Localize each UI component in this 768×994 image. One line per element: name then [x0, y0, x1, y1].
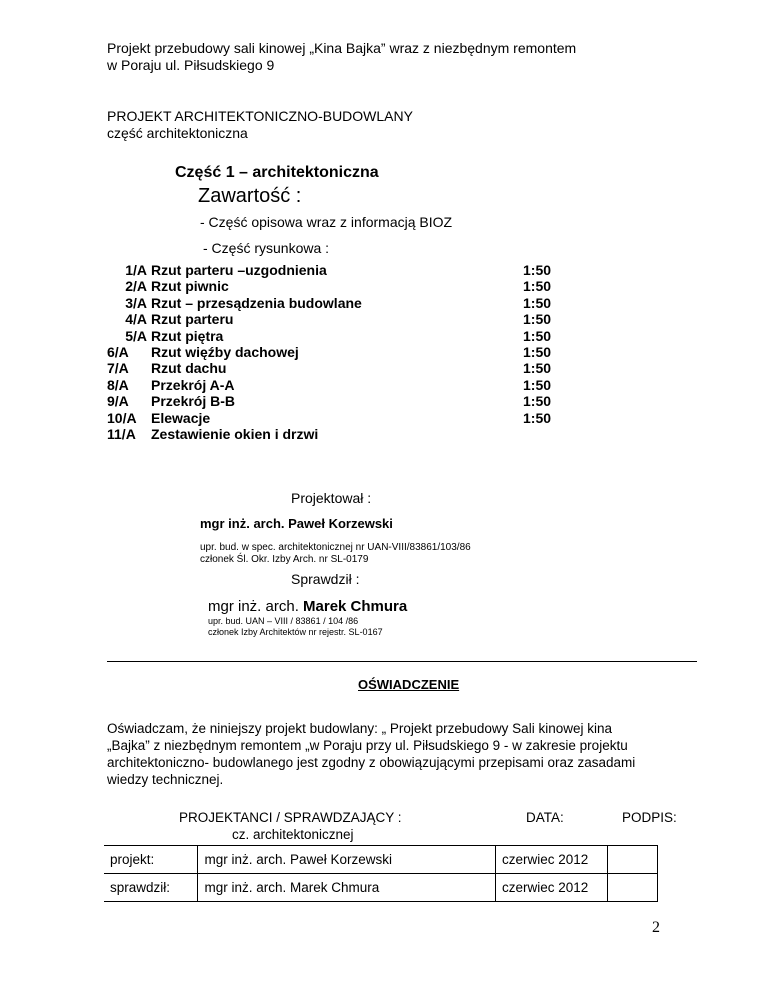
drawing-row: [107, 262, 587, 278]
contents-item-drawings: - Część rysunkowa :: [203, 240, 330, 256]
drawing-scale: 1:50: [523, 360, 552, 377]
declaration-line-3: architektoniczno- budowlanego jest zgodny z obowiązującymi przepisami oraz zasadami: [107, 755, 636, 770]
designed-by-detail-1: upr. bud. w spec. architektonicznej nr UAN-VIII/83861/103/86: [200, 542, 471, 553]
signature-name: mgr inż. arch. Paweł Korzewski: [198, 846, 496, 874]
drawing-code: 5/A: [125, 327, 147, 344]
drawing-title: Przekrój A-A: [151, 376, 235, 393]
drawing-row: [107, 328, 587, 344]
signatures-header-role: PROJEKTANCI / SPRAWDZAJĄCY :: [179, 810, 402, 825]
drawing-title: Zestawienie okien i drzwi: [151, 425, 319, 442]
declaration-line-4: wiedzy technicznej.: [107, 772, 224, 787]
divider: [107, 661, 697, 662]
drawing-scale: 1:50: [523, 311, 552, 328]
drawing-scale: 1:50: [523, 294, 552, 311]
drawing-row: [107, 377, 587, 393]
contents-title: Zawartość :: [198, 185, 302, 207]
signature-cell: [607, 874, 657, 902]
drawing-row: [107, 410, 587, 426]
declaration-line-2: „Bajka” z niezbędnym remontem „w Poraju przy ul. Piłsudskiego 9 - w zakresie projektu: [107, 738, 628, 753]
drawing-title: Rzut więźby dachowej: [151, 343, 299, 360]
designed-by-label: Projektował :: [291, 490, 372, 506]
drawing-title: Rzut parteru –uzgodnienia: [151, 262, 327, 278]
drawing-row: [107, 344, 587, 360]
project-type-line-2: część architektoniczna: [107, 125, 248, 141]
checked-by-detail-2: członek Izby Architektów nr rejestr. SL-0167: [208, 627, 383, 637]
drawing-row: [107, 426, 587, 442]
drawing-title: Rzut piwnic: [151, 278, 229, 295]
signature-role: sprawdził:: [104, 874, 198, 902]
drawing-code: 6/A: [107, 343, 129, 360]
signature-name: mgr inż. arch. Marek Chmura: [198, 874, 496, 902]
signatures-header-sign: PODPIS:: [622, 810, 677, 825]
drawing-list: [107, 262, 587, 442]
drawing-row: [107, 393, 587, 409]
contents-item-descriptive: - Część opisowa wraz z informacją BIOZ: [200, 214, 453, 230]
drawing-row: [107, 295, 587, 311]
drawing-title: Rzut – przesądzenia budowlane: [151, 294, 362, 311]
drawing-scale: 1:50: [523, 278, 552, 295]
signatures-header-date: DATA:: [526, 810, 564, 825]
checked-by-label: Sprawdził :: [291, 571, 360, 587]
checked-by-name-prefix: mgr inż. arch.: [208, 598, 304, 615]
drawing-code: 11/A: [107, 425, 136, 442]
designed-by-name: mgr inż. arch. Paweł Korzewski: [200, 516, 393, 531]
section-title: Część 1 – architektoniczna: [175, 164, 379, 181]
signature-cell: [607, 846, 657, 874]
signatures-table: [104, 845, 658, 902]
drawing-code: 4/A: [125, 311, 147, 328]
signature-role: projekt:: [104, 846, 198, 874]
drawing-row: [107, 360, 587, 376]
signatures-header-role-sub: cz. architektonicznej: [232, 827, 354, 842]
project-type-line-1: PROJEKT ARCHITEKTONICZNO-BUDOWLANY: [107, 108, 413, 124]
checked-by-name-bold: Marek Chmura: [303, 598, 408, 615]
designed-by-detail-2: członek Śl. Okr. Izby Arch. nr SL-0179: [200, 554, 369, 565]
header-line-2: w Poraju ul. Piłsudskiego 9: [107, 57, 275, 73]
drawing-title: Rzut piętra: [151, 327, 224, 344]
drawing-scale: 1:50: [523, 343, 552, 360]
drawing-code: 2/A: [125, 278, 147, 295]
checked-by-detail-1: upr. bud. UAN – VIII / 83861 / 104 /86: [208, 616, 359, 626]
drawing-title: Rzut dachu: [151, 360, 227, 377]
drawing-title: Rzut parteru: [151, 311, 234, 328]
drawing-code: 9/A: [107, 393, 129, 410]
drawing-title: Elewacje: [151, 409, 211, 426]
signature-date: czerwiec 2012: [496, 874, 608, 902]
drawing-code: 8/A: [107, 376, 129, 393]
drawing-scale: 1:50: [523, 409, 552, 426]
drawing-scale: 1:50: [523, 262, 552, 278]
checked-by-name: [208, 598, 407, 616]
drawing-scale: 1:50: [523, 376, 552, 393]
table-row: [104, 846, 658, 874]
drawing-code: 1/A: [125, 262, 147, 278]
drawing-code: 3/A: [125, 294, 147, 311]
drawing-row: [107, 278, 587, 294]
declaration-title: OŚWIADCZENIE: [358, 677, 460, 692]
drawing-row: [107, 311, 587, 327]
signature-date: czerwiec 2012: [496, 846, 608, 874]
declaration-line-1: Oświadczam, że niniejszy projekt budowlany: „ Projekt przebudowy Sali kinowej kina: [107, 721, 612, 736]
header-line-1: Projekt przebudowy sali kinowej „Kina Bajka” wraz z niezbędnym remontem: [107, 40, 577, 56]
drawing-code: 7/A: [107, 360, 129, 377]
table-row: [104, 874, 658, 902]
drawing-code: 10/A: [107, 409, 137, 426]
page-number: 2: [652, 919, 660, 936]
drawing-title: Przekrój B-B: [151, 393, 236, 410]
drawing-scale: 1:50: [523, 327, 552, 344]
drawing-scale: 1:50: [523, 393, 552, 410]
